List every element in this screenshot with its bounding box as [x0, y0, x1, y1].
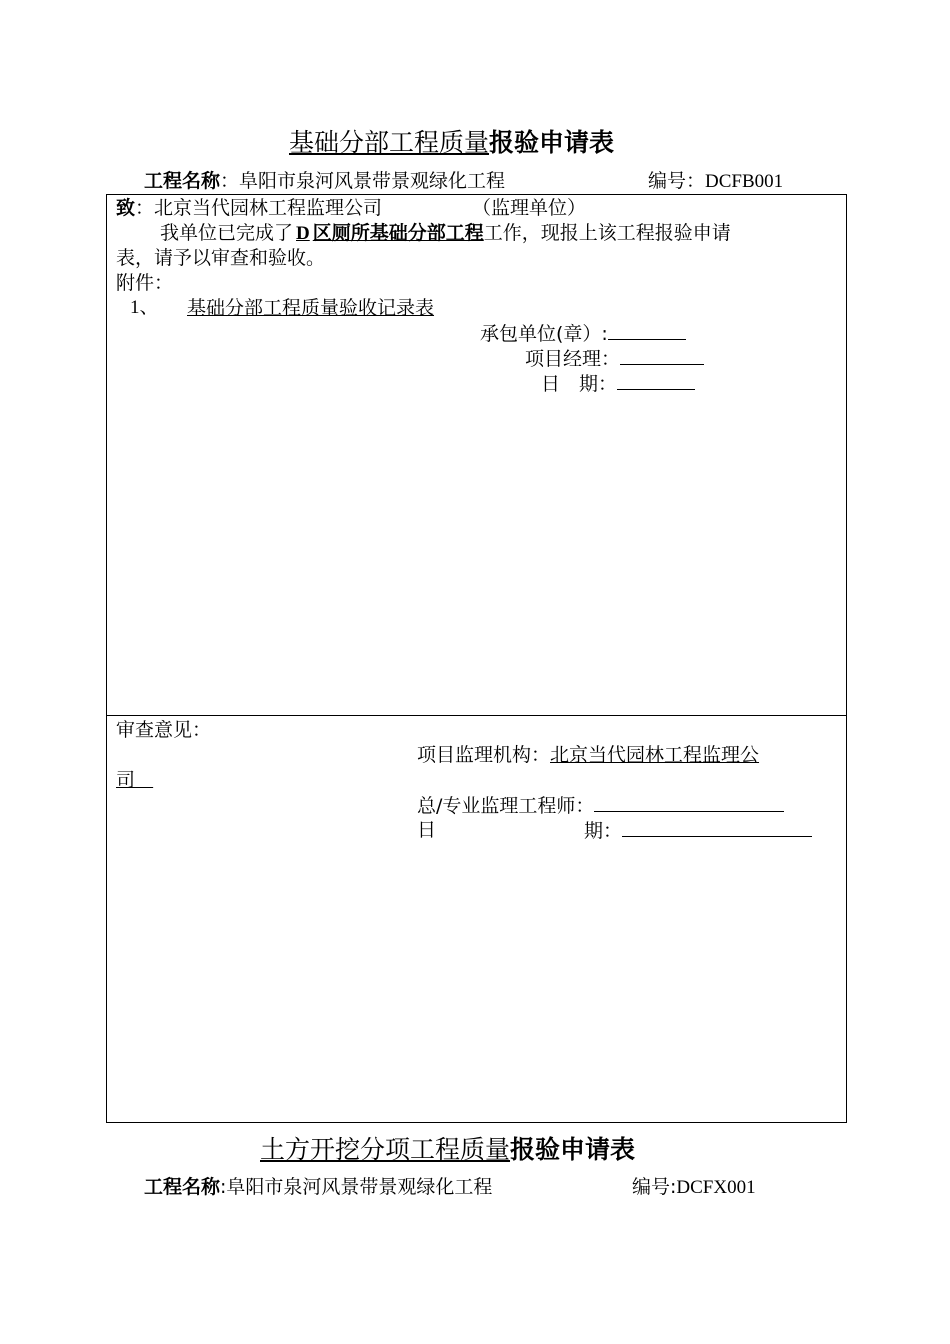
form1-code-value: DCFB001: [705, 171, 784, 192]
form1-pm-label: 项目经理：: [525, 348, 621, 370]
form1-body-suffix: 工作，现报上该工程报验申请: [483, 222, 731, 244]
form1-date2-line: [584, 818, 812, 843]
form1-pm-blank: [620, 346, 704, 365]
form1-engineer-line: [417, 793, 784, 818]
form1-attach-num: 1、: [130, 297, 159, 318]
form1-contractor-blank: [608, 321, 686, 340]
form1-contractor-label: 承包单位(章）:: [480, 323, 608, 345]
form1-body-prefix: 我单位已完成了: [160, 222, 294, 244]
form1-attach-item: 基础分部工程质量验收记录表: [187, 297, 435, 319]
form1-to-line: [116, 196, 382, 220]
form1-to-sep: ：: [135, 197, 155, 219]
form1-title-main: 基础分部工程质量: [289, 128, 490, 157]
form1-title-suffix: 报验申请表: [489, 128, 615, 157]
form1-date-line: [541, 371, 695, 396]
form1-code-label: 编号：: [648, 170, 706, 192]
form1-body-line2: 表，请予以审查和验收。: [116, 247, 326, 269]
form1-date2-label-b: 期：: [584, 820, 623, 842]
form1-project-line: [144, 169, 505, 193]
form1-to-role: （监理单位）: [472, 197, 587, 219]
form1-engineer-label: 总/专业监理工程师：: [417, 795, 595, 817]
form2-project-line: [144, 1175, 492, 1199]
form1-table-divider: [106, 715, 847, 716]
form1-to-label: 致: [116, 197, 136, 219]
form1-attach-label: 附件：: [116, 272, 174, 294]
form1-work-d: D: [296, 223, 310, 244]
form1-date2-label-a: 日: [417, 819, 437, 841]
form1-org-name-cont: [116, 768, 153, 792]
form2-code-value: DCFX001: [676, 1177, 756, 1198]
form1-to-company: 北京当代园林工程监理公司: [154, 197, 383, 219]
form2-code: [632, 1175, 756, 1200]
form2-code-label: 编号:: [632, 1176, 677, 1198]
form1-title: [289, 128, 614, 158]
form1-date-blank: [617, 371, 695, 390]
form1-pm-line: [525, 346, 704, 371]
form2-title-main: 土方开挖分项工程质量: [260, 1135, 511, 1164]
form1-table: [106, 194, 847, 1123]
form1-project-label: 工程名称: [144, 170, 221, 192]
form1-org-line: [417, 743, 759, 767]
form1-project-sep: ：: [220, 170, 240, 192]
form1-code: [648, 169, 783, 194]
form1-org-label: 项目监理机构：: [417, 744, 551, 766]
form1-org-name: 北京当代园林工程监理公: [550, 744, 760, 766]
form1-work-rest: 区厕所基础分部工程: [312, 222, 484, 244]
form1-org-name-b: 司: [116, 769, 136, 791]
form2-project-name: 阜阳市泉河风景带景观绿化工程: [226, 1176, 493, 1198]
form1-date-label: 日 期：: [541, 373, 618, 395]
form2-project-sep: :: [220, 1176, 227, 1198]
form1-work-name: [293, 222, 484, 244]
form2-title: [260, 1135, 635, 1165]
form1-project-name: 阜阳市泉河风景带景观绿化工程: [239, 170, 506, 192]
form1-contractor-line: [480, 321, 686, 346]
form1-review-label: 审查意见：: [116, 719, 212, 741]
form1-date2-blank: [622, 818, 812, 837]
form1-engineer-blank: [594, 793, 784, 812]
form2-title-suffix: 报验申请表: [510, 1135, 636, 1164]
form1-body-line1: [160, 221, 731, 246]
form2-project-label: 工程名称: [144, 1176, 221, 1198]
